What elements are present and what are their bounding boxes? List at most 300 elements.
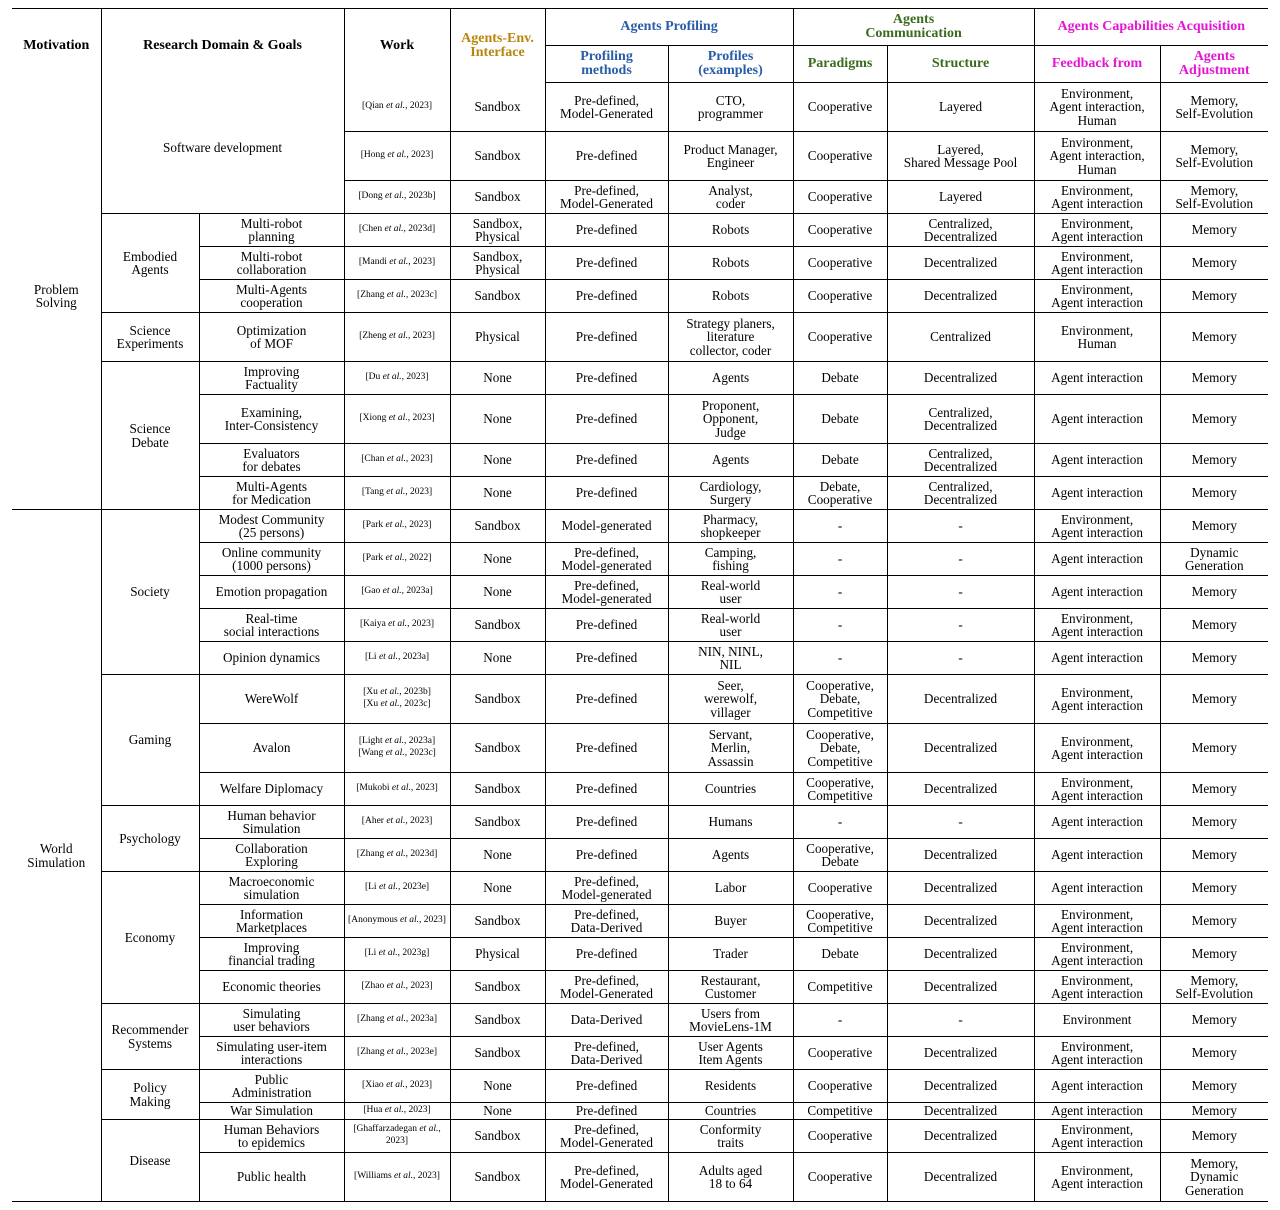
table-row (12, 609, 1268, 642)
citation-year: 2023c (409, 748, 433, 758)
interface-cell: None (450, 477, 545, 510)
adjustment-cell: Memory (1160, 642, 1268, 675)
profiles-cell: User Agents Item Agents (668, 1037, 793, 1070)
domain-cell: Embodied Agents (101, 214, 199, 313)
structure-cell: Layered (887, 83, 1034, 132)
paradigms-cell: Cooperative, Competitive (793, 773, 887, 806)
interface-cell: Sandbox, Physical (450, 214, 545, 247)
profiling-method-cell: Pre-defined (545, 806, 668, 839)
citation-author: Chen (362, 224, 383, 235)
citation-author: Kaiya (363, 619, 386, 630)
paradigms-cell: Debate (793, 444, 887, 477)
feedback-cell: Environment, Agent interaction (1034, 280, 1160, 313)
paradigms-cell: Cooperative (793, 280, 887, 313)
adjustment-cell: Memory (1160, 1070, 1268, 1103)
interface-cell: None (450, 1070, 545, 1103)
feedback-cell: Agent interaction (1034, 839, 1160, 872)
work-citation: [Li et al., 2023e] (344, 872, 450, 905)
work-citation: [Ghaffarzadegan et al., 2023] (344, 1120, 450, 1153)
citation-author: Aher (364, 816, 384, 827)
goal-cell: Evaluators for debates (199, 444, 344, 477)
feedback-cell: Environment, Agent interaction, Human (1034, 132, 1160, 181)
citation-year: 2023 (410, 487, 429, 498)
adjustment-cell: Memory (1160, 395, 1268, 444)
citation-year: 2023 (411, 619, 431, 630)
citation-year: 2023 (409, 520, 429, 531)
structure-cell: - (887, 806, 1034, 839)
goal-cell: Multi-robot collaboration (199, 247, 344, 280)
profiles-cell: Agents (668, 444, 793, 477)
table-row (12, 543, 1268, 576)
feedback-cell: Agent interaction (1034, 395, 1160, 444)
profiling-method-cell: Pre-defined (545, 444, 668, 477)
paradigms-cell: Debate (793, 395, 887, 444)
structure-cell: Decentralized (887, 905, 1034, 938)
table-row (12, 971, 1268, 1004)
interface-cell: None (450, 395, 545, 444)
interface-cell: Sandbox (450, 773, 545, 806)
profiles-cell: Analyst, coder (668, 181, 793, 214)
table-row (12, 1004, 1268, 1037)
table-row (12, 576, 1268, 609)
structure-cell: Layered (887, 181, 1034, 214)
goal-cell: Optimization of MOF (199, 313, 344, 362)
adjustment-cell: Memory (1160, 609, 1268, 642)
structure-cell: - (887, 609, 1034, 642)
table-row (12, 1070, 1268, 1103)
paradigms-cell: Cooperative (793, 1120, 887, 1153)
work-citation: [Aher et al., 2023] (344, 806, 450, 839)
citation-year: 2023g (402, 948, 427, 959)
profiles-cell: Residents (668, 1070, 793, 1103)
work-citation: [Tang et al., 2023] (344, 477, 450, 510)
paradigms-cell: Cooperative (793, 83, 887, 132)
interface-cell: None (450, 362, 545, 395)
interface-cell: None (450, 444, 545, 477)
work-citation: [Li et al., 2023g] (344, 938, 450, 971)
work-citation: [Li et al., 2023a] (344, 642, 450, 675)
citation-year: 2023 (409, 100, 429, 111)
profiling-method-cell: Pre-defined, Model-Generated (545, 1120, 668, 1153)
citation-year: 2023d (408, 224, 432, 235)
adjustment-cell: Memory, Self-Evolution (1160, 971, 1268, 1004)
profiling-method-cell: Pre-defined (545, 280, 668, 313)
table-row (12, 839, 1268, 872)
interface-cell: Physical (450, 938, 545, 971)
feedback-cell: Agent interaction (1034, 543, 1160, 576)
profiling-method-cell: Pre-defined (545, 362, 668, 395)
table-row (12, 724, 1268, 773)
profiles-cell: Pharmacy, shopkeeper (668, 510, 793, 543)
adjustment-cell: Memory (1160, 905, 1268, 938)
citation-year: 2023e (402, 882, 426, 893)
header-paradigms: Paradigms (793, 46, 887, 83)
goal-cell: Simulating user behaviors (199, 1004, 344, 1037)
citation-author: Mandi (362, 257, 387, 268)
domain-cell: Software development (101, 83, 344, 214)
citation-author: Qian (365, 100, 384, 111)
table-row (12, 675, 1268, 724)
goal-cell: Improving financial trading (199, 938, 344, 971)
interface-cell: None (450, 543, 545, 576)
profiles-cell: Countries (668, 773, 793, 806)
interface-cell: Sandbox (450, 181, 545, 214)
feedback-cell: Agent interaction (1034, 806, 1160, 839)
profiles-cell: Humans (668, 806, 793, 839)
adjustment-cell: Memory (1160, 1037, 1268, 1070)
feedback-cell: Agent interaction (1034, 576, 1160, 609)
interface-cell: Sandbox (450, 675, 545, 724)
citation-author: Hong (363, 150, 386, 161)
profiles-cell: Trader (668, 938, 793, 971)
citation-year: 2023c (410, 290, 434, 301)
feedback-cell: Agent interaction (1034, 1103, 1160, 1120)
work-citation: [Hua et al., 2023] (344, 1103, 450, 1120)
header-work: Work (344, 9, 450, 83)
citation-year: 2023e (410, 1047, 434, 1058)
table-row (12, 1153, 1268, 1202)
structure-cell: Decentralized (887, 839, 1034, 872)
work-citation: [Mandi et al., 2023] (344, 247, 450, 280)
structure-cell: Centralized, Decentralized (887, 477, 1034, 510)
interface-cell: None (450, 839, 545, 872)
interface-cell: None (450, 642, 545, 675)
citation-year: 2023 (415, 783, 435, 794)
domain-cell: Policy Making (101, 1070, 199, 1120)
header-profiles-examples: Profiles (examples) (668, 46, 793, 83)
header-research-domain: Research Domain & Goals (101, 9, 344, 83)
paradigms-cell: Cooperative, Debate (793, 839, 887, 872)
profiling-method-cell: Pre-defined (545, 395, 668, 444)
profiles-cell: Servant, Merlin, Assassin (668, 724, 793, 773)
adjustment-cell: Memory (1160, 280, 1268, 313)
profiles-cell: Conformity traits (668, 1120, 793, 1153)
profiling-method-cell: Model-generated (545, 510, 668, 543)
citation-author: Park (365, 553, 384, 564)
profiling-method-cell: Pre-defined (545, 938, 668, 971)
interface-cell: Sandbox (450, 1037, 545, 1070)
goal-cell: Modest Community (25 persons) (199, 510, 344, 543)
profiling-method-cell: Pre-defined, Model-Generated (545, 1153, 668, 1202)
profiles-cell: Real-world user (668, 609, 793, 642)
profiling-method-cell: Pre-defined (545, 724, 668, 773)
profiles-cell: NIN, NINL, NIL (668, 642, 793, 675)
adjustment-cell: Memory (1160, 510, 1268, 543)
interface-cell: None (450, 1103, 545, 1120)
structure-cell: Centralized (887, 313, 1034, 362)
profiling-method-cell: Pre-defined (545, 839, 668, 872)
motivation-cell: World Simulation (12, 510, 101, 1202)
paradigms-cell: Debate, Cooperative (793, 477, 887, 510)
feedback-cell: Environment, Agent interaction, Human (1034, 83, 1160, 132)
domain-cell: Society (101, 510, 199, 675)
work-citation: [Xu et al., 2023b] [Xu et al., 2023c] (344, 675, 450, 724)
header-agents-communication: Agents Communication (793, 9, 1034, 46)
profiles-cell: Seer, werewolf, villager (668, 675, 793, 724)
profiling-method-cell: Pre-defined (545, 675, 668, 724)
feedback-cell: Environment, Agent interaction (1034, 609, 1160, 642)
profiling-method-cell: Pre-defined (545, 132, 668, 181)
goal-cell: Simulating user-item interactions (199, 1037, 344, 1070)
profiling-method-cell: Pre-defined (545, 313, 668, 362)
goal-cell: Information Marketplaces (199, 905, 344, 938)
work-citation: [Du et al., 2023] (344, 362, 450, 395)
profiles-cell: Camping, fishing (668, 543, 793, 576)
profiles-cell: Adults aged 18 to 64 (668, 1153, 793, 1202)
feedback-cell: Agent interaction (1034, 642, 1160, 675)
goal-cell: Improving Factuality (199, 362, 344, 395)
paradigms-cell: - (793, 1004, 887, 1037)
profiling-method-cell: Pre-defined, Data-Derived (545, 905, 668, 938)
table-row (12, 1103, 1268, 1120)
goal-cell: Multi-Agents cooperation (199, 280, 344, 313)
adjustment-cell: Memory (1160, 362, 1268, 395)
profiles-cell: Real-world user (668, 576, 793, 609)
goal-cell: Welfare Diplomacy (199, 773, 344, 806)
profiling-method-cell: Pre-defined (545, 609, 668, 642)
profiling-method-cell: Pre-defined, Data-Derived (545, 1037, 668, 1070)
citation-year: 2022 (409, 553, 429, 564)
profiles-cell: Users from MovieLens-1M (668, 1004, 793, 1037)
profiling-method-cell: Pre-defined, Model-generated (545, 576, 668, 609)
feedback-cell: Environment, Agent interaction (1034, 724, 1160, 773)
profiling-method-cell: Pre-defined, Model-generated (545, 872, 668, 905)
work-citation: [Zhang et al., 2023a] (344, 1004, 450, 1037)
feedback-cell: Environment, Agent interaction (1034, 247, 1160, 280)
adjustment-cell: Memory (1160, 1103, 1268, 1120)
interface-cell: Physical (450, 313, 545, 362)
citation-author: Tang (365, 487, 384, 498)
citation-year: 2023c (404, 699, 428, 709)
citation-author: Light (362, 736, 383, 747)
citation-year: 2023 (423, 915, 443, 926)
table-row (12, 362, 1268, 395)
adjustment-cell: Memory (1160, 576, 1268, 609)
feedback-cell: Environment, Agent interaction (1034, 1153, 1160, 1202)
paradigms-cell: Cooperative (793, 1153, 887, 1202)
structure-cell: Decentralized (887, 1120, 1034, 1153)
citation-author: Xu (366, 699, 379, 709)
adjustment-cell: Memory (1160, 444, 1268, 477)
interface-cell: Sandbox (450, 1153, 545, 1202)
citation-author: Dong (361, 191, 383, 202)
goal-cell: Human behavior Simulation (199, 806, 344, 839)
header-profiling-methods: Profiling methods (545, 46, 668, 83)
table-row (12, 444, 1268, 477)
citation-author: Zhao (364, 981, 385, 992)
citation-author: Wang (361, 748, 384, 758)
citation-author: Du (368, 372, 381, 383)
structure-cell: Decentralized (887, 247, 1034, 280)
structure-cell: Decentralized (887, 724, 1034, 773)
feedback-cell: Environment (1034, 1004, 1160, 1037)
adjustment-cell: Memory (1160, 839, 1268, 872)
work-citation: [Zhang et al., 2023e] (344, 1037, 450, 1070)
paradigms-cell: - (793, 543, 887, 576)
citation-author: Xiao (365, 1080, 384, 1091)
domain-cell: Gaming (101, 675, 199, 806)
profiling-method-cell: Pre-defined (545, 247, 668, 280)
table-row (12, 806, 1268, 839)
paradigms-cell: Competitive (793, 1103, 887, 1120)
goal-cell: Real-time social interactions (199, 609, 344, 642)
table-row (12, 1037, 1268, 1070)
header-motivation: Motivation (12, 9, 101, 83)
profiles-cell: Robots (668, 280, 793, 313)
adjustment-cell: Dynamic Generation (1160, 543, 1268, 576)
table-header (12, 9, 1268, 83)
feedback-cell: Environment, Agent interaction (1034, 1037, 1160, 1070)
table-row (12, 773, 1268, 806)
citation-author: Gao (364, 586, 381, 597)
interface-cell: Sandbox (450, 905, 545, 938)
structure-cell: Centralized, Decentralized (887, 214, 1034, 247)
motivation-cell: Problem Solving (12, 83, 101, 510)
paradigms-cell: - (793, 806, 887, 839)
citation-year: 2023 (408, 1105, 428, 1116)
interface-cell: Sandbox (450, 806, 545, 839)
work-citation: [Gao et al., 2023a] (344, 576, 450, 609)
table-row (12, 477, 1268, 510)
citation-author: Zhang (360, 1014, 385, 1025)
interface-cell: Sandbox (450, 510, 545, 543)
structure-cell: Decentralized (887, 675, 1034, 724)
citation-year: 2023 (409, 1080, 429, 1091)
interface-cell: Sandbox (450, 1120, 545, 1153)
work-citation: [Zhang et al., 2023c] (344, 280, 450, 313)
citation-author: Park (365, 520, 384, 531)
goal-cell: Human Behaviors to epidemics (199, 1120, 344, 1153)
header-structure: Structure (887, 46, 1034, 83)
citation-author: Li (367, 948, 377, 959)
structure-cell: Decentralized (887, 1037, 1034, 1070)
table-row (12, 872, 1268, 905)
profiling-method-cell: Pre-defined (545, 477, 668, 510)
feedback-cell: Environment, Agent interaction (1034, 214, 1160, 247)
structure-cell: Decentralized (887, 1103, 1034, 1120)
paradigms-cell: - (793, 576, 887, 609)
profiling-method-cell: Data-Derived (545, 1004, 668, 1037)
feedback-cell: Environment, Agent interaction (1034, 675, 1160, 724)
citation-author: Zhang (359, 849, 385, 860)
paradigms-cell: - (793, 510, 887, 543)
structure-cell: Decentralized (887, 362, 1034, 395)
structure-cell: - (887, 543, 1034, 576)
paradigms-cell: - (793, 609, 887, 642)
feedback-cell: Environment, Human (1034, 313, 1160, 362)
work-citation: [Zheng et al., 2023] (344, 313, 450, 362)
citation-year: 2023d (410, 849, 435, 860)
work-citation: [Xiong et al., 2023] (344, 395, 450, 444)
citation-author: Mukobi (359, 783, 390, 794)
citation-year: 2023 (412, 413, 432, 424)
profiling-method-cell: Pre-defined (545, 1070, 668, 1103)
work-citation: [Zhao et al., 2023] (344, 971, 450, 1004)
table-row (12, 280, 1268, 313)
structure-cell: Decentralized (887, 938, 1034, 971)
interface-cell: None (450, 872, 545, 905)
structure-cell: - (887, 1004, 1034, 1037)
profiles-cell: Strategy planers, literature collector, coder (668, 313, 793, 362)
feedback-cell: Environment, Agent interaction (1034, 181, 1160, 214)
structure-cell: Decentralized (887, 773, 1034, 806)
profiling-method-cell: Pre-defined (545, 773, 668, 806)
citation-year: 2023 (412, 257, 432, 268)
citation-year: 2023b (404, 687, 428, 698)
feedback-cell: Environment, Agent interaction (1034, 905, 1160, 938)
profiling-method-cell: Pre-defined, Model-Generated (545, 181, 668, 214)
paradigms-cell: Cooperative (793, 214, 887, 247)
citation-author: Chan (364, 454, 385, 465)
adjustment-cell: Memory (1160, 477, 1268, 510)
profiling-method-cell: Pre-defined, Model-Generated (545, 83, 668, 132)
citation-author: Zheng (362, 331, 387, 342)
adjustment-cell: Memory (1160, 247, 1268, 280)
citation-author: Hua (366, 1105, 383, 1116)
structure-cell: Decentralized (887, 971, 1034, 1004)
structure-cell: Decentralized (887, 280, 1034, 313)
adjustment-cell: Memory, Self-Evolution (1160, 132, 1268, 181)
feedback-cell: Agent interaction (1034, 1070, 1160, 1103)
profiling-method-cell: Pre-defined, Model-generated (545, 543, 668, 576)
profiles-cell: Agents (668, 362, 793, 395)
goal-cell: Multi-Agents for Medication (199, 477, 344, 510)
paradigms-cell: Cooperative (793, 181, 887, 214)
feedback-cell: Environment, Agent interaction (1034, 510, 1160, 543)
structure-cell: Decentralized (887, 1153, 1034, 1202)
paradigms-cell: Cooperative, Competitive (793, 905, 887, 938)
interface-cell: None (450, 576, 545, 609)
adjustment-cell: Memory (1160, 724, 1268, 773)
feedback-cell: Environment, Agent interaction (1034, 938, 1160, 971)
profiles-cell: Labor (668, 872, 793, 905)
citation-author: Zhang (360, 290, 385, 301)
citation-author: Li (368, 882, 377, 893)
structure-cell: - (887, 510, 1034, 543)
domain-cell: Economy (101, 872, 199, 1004)
table-row (12, 1120, 1268, 1153)
interface-cell: Sandbox (450, 132, 545, 181)
profiles-cell: Countries (668, 1103, 793, 1120)
profiles-cell: Robots (668, 247, 793, 280)
interface-cell: Sandbox (450, 83, 545, 132)
table-body (12, 83, 1268, 1202)
adjustment-cell: Memory (1160, 675, 1268, 724)
work-citation: [Williams et al., 2023] (344, 1153, 450, 1202)
interface-cell: Sandbox (450, 724, 545, 773)
paradigms-cell: Cooperative (793, 872, 887, 905)
feedback-cell: Agent interaction (1034, 477, 1160, 510)
goal-cell: Examining, Inter-Consistency (199, 395, 344, 444)
profiles-cell: Restaurant, Customer (668, 971, 793, 1004)
paradigms-cell: Cooperative (793, 247, 887, 280)
paradigms-cell: Cooperative (793, 1070, 887, 1103)
structure-cell: Centralized, Decentralized (887, 395, 1034, 444)
goal-cell: WereWolf (199, 675, 344, 724)
interface-cell: Sandbox (450, 609, 545, 642)
citation-year: 2023 (406, 372, 426, 383)
goal-cell: Macroeconomic simulation (199, 872, 344, 905)
work-citation: [Park et al., 2022] (344, 543, 450, 576)
structure-cell: Centralized, Decentralized (887, 444, 1034, 477)
structure-cell: Layered, Shared Message Pool (887, 132, 1034, 181)
structure-cell: - (887, 576, 1034, 609)
feedback-cell: Agent interaction (1034, 444, 1160, 477)
paradigms-cell: Debate (793, 938, 887, 971)
paradigms-cell: - (793, 642, 887, 675)
structure-cell: Decentralized (887, 872, 1034, 905)
citation-author: Anonymous (351, 915, 398, 926)
